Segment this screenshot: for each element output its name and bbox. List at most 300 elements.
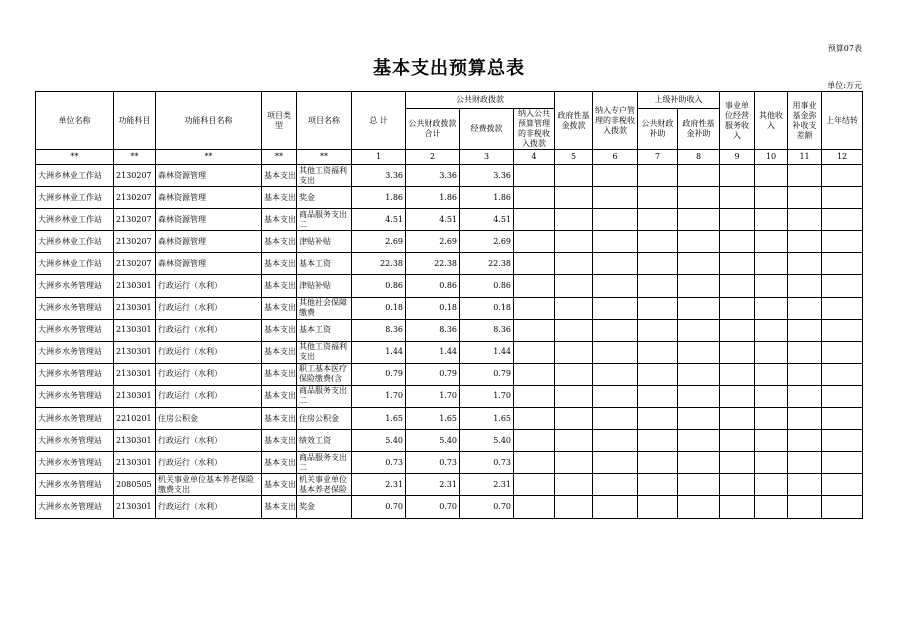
empty-cell bbox=[788, 297, 822, 319]
empty-cell bbox=[822, 253, 863, 275]
empty-cell bbox=[822, 363, 863, 385]
empty-cell bbox=[678, 385, 720, 407]
empty-cell bbox=[755, 253, 788, 275]
table-row bbox=[36, 341, 863, 363]
func-code-cell: 2130301 bbox=[114, 297, 156, 319]
empty-cell bbox=[788, 496, 822, 518]
empty-cell bbox=[788, 165, 822, 187]
empty-cell bbox=[822, 209, 863, 231]
header-unit-name: 单位名称 bbox=[36, 92, 114, 150]
proj-type-cell: 基本支出 bbox=[262, 474, 297, 496]
empty-cell bbox=[514, 253, 555, 275]
pf-total-cell: 0.70 bbox=[406, 496, 460, 518]
empty-cell bbox=[638, 165, 678, 187]
empty-cell bbox=[822, 385, 863, 407]
empty-cell bbox=[593, 452, 638, 474]
total-cell: 0.79 bbox=[352, 363, 406, 385]
table-row bbox=[36, 430, 863, 452]
column-index-cell: ** bbox=[36, 150, 114, 165]
empty-cell bbox=[514, 496, 555, 518]
empty-cell bbox=[678, 363, 720, 385]
empty-cell bbox=[593, 297, 638, 319]
empty-cell bbox=[638, 275, 678, 297]
column-index-cell: 11 bbox=[788, 150, 822, 165]
func-name-cell: 行政运行（水利） bbox=[156, 452, 262, 474]
proj-type-cell: 基本支出 bbox=[262, 408, 297, 430]
empty-cell bbox=[755, 363, 788, 385]
empty-cell bbox=[678, 408, 720, 430]
table-row bbox=[36, 363, 863, 385]
column-index-cell: 6 bbox=[593, 150, 638, 165]
empty-cell bbox=[593, 165, 638, 187]
empty-cell bbox=[678, 341, 720, 363]
empty-cell bbox=[678, 253, 720, 275]
empty-cell bbox=[638, 187, 678, 209]
unit-name-cell: 大洲乡水务管理站 bbox=[36, 408, 114, 430]
pf-funds-cell: 1.70 bbox=[460, 385, 514, 407]
proj-name-cell: 商品服务支出二 bbox=[297, 209, 352, 231]
table-body bbox=[36, 150, 863, 519]
func-code-cell: 2130207 bbox=[114, 209, 156, 231]
empty-cell bbox=[788, 209, 822, 231]
empty-cell bbox=[822, 341, 863, 363]
unit-name-cell: 大洲乡林业工作站 bbox=[36, 187, 114, 209]
page-title: 基本支出预算总表 bbox=[373, 58, 525, 79]
empty-cell bbox=[593, 231, 638, 253]
table-row bbox=[36, 209, 863, 231]
empty-cell bbox=[720, 363, 755, 385]
empty-cell bbox=[678, 496, 720, 518]
empty-cell bbox=[788, 363, 822, 385]
total-cell: 8.36 bbox=[352, 319, 406, 341]
pf-total-cell: 0.86 bbox=[406, 275, 460, 297]
budget-table bbox=[35, 91, 863, 519]
empty-cell bbox=[720, 297, 755, 319]
empty-cell bbox=[514, 187, 555, 209]
empty-cell bbox=[755, 452, 788, 474]
empty-cell bbox=[755, 319, 788, 341]
empty-cell bbox=[822, 297, 863, 319]
column-index-row bbox=[36, 150, 863, 165]
pf-total-cell: 5.40 bbox=[406, 430, 460, 452]
pf-funds-cell: 3.36 bbox=[460, 165, 514, 187]
empty-cell bbox=[555, 231, 593, 253]
empty-cell bbox=[720, 385, 755, 407]
empty-cell bbox=[678, 297, 720, 319]
func-name-cell: 行政运行（水利） bbox=[156, 341, 262, 363]
empty-cell bbox=[638, 363, 678, 385]
empty-cell bbox=[638, 496, 678, 518]
proj-name-cell: 基本工资 bbox=[297, 319, 352, 341]
empty-cell bbox=[555, 385, 593, 407]
empty-cell bbox=[720, 496, 755, 518]
empty-cell bbox=[788, 319, 822, 341]
empty-cell bbox=[555, 363, 593, 385]
empty-cell bbox=[678, 275, 720, 297]
empty-cell bbox=[678, 209, 720, 231]
total-cell: 2.69 bbox=[352, 231, 406, 253]
func-code-cell: 2130301 bbox=[114, 430, 156, 452]
empty-cell bbox=[593, 209, 638, 231]
func-name-cell: 森林资源管理 bbox=[156, 209, 262, 231]
pf-funds-cell: 5.40 bbox=[460, 430, 514, 452]
empty-cell bbox=[593, 319, 638, 341]
table-row bbox=[36, 474, 863, 496]
unit-name-cell: 大洲乡林业工作站 bbox=[36, 165, 114, 187]
header-superior: 上级补助收入 bbox=[638, 92, 720, 109]
func-code-cell: 2130207 bbox=[114, 187, 156, 209]
proj-name-cell: 职工基本医疗保险缴费(含 bbox=[297, 363, 352, 385]
pf-total-cell: 1.65 bbox=[406, 408, 460, 430]
empty-cell bbox=[593, 408, 638, 430]
empty-cell bbox=[638, 253, 678, 275]
pf-funds-cell: 22.38 bbox=[460, 253, 514, 275]
func-name-cell: 行政运行（水利） bbox=[156, 385, 262, 407]
pf-funds-cell: 2.31 bbox=[460, 474, 514, 496]
empty-cell bbox=[755, 385, 788, 407]
empty-cell bbox=[822, 187, 863, 209]
proj-type-cell: 基本支出 bbox=[262, 385, 297, 407]
empty-cell bbox=[788, 430, 822, 452]
empty-cell bbox=[720, 430, 755, 452]
column-index-cell: 12 bbox=[822, 150, 863, 165]
column-index-cell: 4 bbox=[514, 150, 555, 165]
empty-cell bbox=[822, 452, 863, 474]
unit-label: 单位:万元 bbox=[827, 81, 862, 90]
unit-name-cell: 大洲乡水务管理站 bbox=[36, 452, 114, 474]
proj-name-cell: 绩效工资 bbox=[297, 430, 352, 452]
header-proj-name: 项目名称 bbox=[297, 92, 352, 150]
pf-funds-cell: 1.65 bbox=[460, 408, 514, 430]
empty-cell bbox=[678, 319, 720, 341]
header-proj-type: 项目类型 bbox=[262, 92, 297, 150]
proj-name-cell: 住房公积金 bbox=[297, 408, 352, 430]
unit-name-cell: 大洲乡水务管理站 bbox=[36, 363, 114, 385]
pf-total-cell: 0.18 bbox=[406, 297, 460, 319]
empty-cell bbox=[514, 385, 555, 407]
empty-cell bbox=[678, 187, 720, 209]
total-cell: 0.86 bbox=[352, 275, 406, 297]
empty-cell bbox=[514, 165, 555, 187]
empty-cell bbox=[555, 165, 593, 187]
table-row bbox=[36, 319, 863, 341]
empty-cell bbox=[514, 408, 555, 430]
empty-cell bbox=[822, 231, 863, 253]
proj-name-cell: 基本工资 bbox=[297, 253, 352, 275]
pf-funds-cell: 0.73 bbox=[460, 452, 514, 474]
empty-cell bbox=[638, 231, 678, 253]
func-code-cell: 2130207 bbox=[114, 165, 156, 187]
empty-cell bbox=[755, 474, 788, 496]
proj-type-cell: 基本支出 bbox=[262, 363, 297, 385]
empty-cell bbox=[593, 341, 638, 363]
proj-name-cell: 奖金 bbox=[297, 187, 352, 209]
func-name-cell: 森林资源管理 bbox=[156, 253, 262, 275]
total-cell: 1.44 bbox=[352, 341, 406, 363]
column-index-cell: 1 bbox=[352, 150, 406, 165]
header-pf-total: 公共财政拨款合计 bbox=[406, 109, 460, 150]
column-index-cell: ** bbox=[156, 150, 262, 165]
total-cell: 1.65 bbox=[352, 408, 406, 430]
proj-type-cell: 基本支出 bbox=[262, 319, 297, 341]
func-name-cell: 行政运行（水利） bbox=[156, 297, 262, 319]
empty-cell bbox=[822, 430, 863, 452]
empty-cell bbox=[555, 496, 593, 518]
func-name-cell: 机关事业单位基本养老保险缴费支出 bbox=[156, 474, 262, 496]
func-name-cell: 森林资源管理 bbox=[156, 165, 262, 187]
func-code-cell: 2130207 bbox=[114, 231, 156, 253]
empty-cell bbox=[788, 474, 822, 496]
pf-funds-cell: 0.86 bbox=[460, 275, 514, 297]
proj-type-cell: 基本支出 bbox=[262, 165, 297, 187]
proj-type-cell: 基本支出 bbox=[262, 297, 297, 319]
func-name-cell: 行政运行（水利） bbox=[156, 319, 262, 341]
pf-funds-cell: 0.70 bbox=[460, 496, 514, 518]
func-code-cell: 2130301 bbox=[114, 319, 156, 341]
func-code-cell: 2080505 bbox=[114, 474, 156, 496]
table-row bbox=[36, 452, 863, 474]
pf-total-cell: 3.36 bbox=[406, 165, 460, 187]
empty-cell bbox=[822, 275, 863, 297]
proj-type-cell: 基本支出 bbox=[262, 275, 297, 297]
empty-cell bbox=[822, 496, 863, 518]
proj-type-cell: 基本支出 bbox=[262, 231, 297, 253]
proj-name-cell: 津贴补贴 bbox=[297, 231, 352, 253]
total-cell: 0.18 bbox=[352, 297, 406, 319]
pf-funds-cell: 1.44 bbox=[460, 341, 514, 363]
empty-cell bbox=[638, 319, 678, 341]
empty-cell bbox=[593, 187, 638, 209]
empty-cell bbox=[720, 275, 755, 297]
proj-name-cell: 其他工资福利支出 bbox=[297, 341, 352, 363]
empty-cell bbox=[638, 474, 678, 496]
empty-cell bbox=[720, 474, 755, 496]
empty-cell bbox=[638, 297, 678, 319]
empty-cell bbox=[822, 165, 863, 187]
unit-name-cell: 大洲乡林业工作站 bbox=[36, 231, 114, 253]
empty-cell bbox=[755, 165, 788, 187]
empty-cell bbox=[788, 341, 822, 363]
pf-total-cell: 0.79 bbox=[406, 363, 460, 385]
table-row bbox=[36, 385, 863, 407]
total-cell: 5.40 bbox=[352, 430, 406, 452]
pf-funds-cell: 1.86 bbox=[460, 187, 514, 209]
pf-total-cell: 0.73 bbox=[406, 452, 460, 474]
column-index-cell: ** bbox=[297, 150, 352, 165]
empty-cell bbox=[555, 253, 593, 275]
table-row bbox=[36, 165, 863, 187]
func-code-cell: 2130301 bbox=[114, 385, 156, 407]
unit-name-cell: 大洲乡水务管理站 bbox=[36, 275, 114, 297]
empty-cell bbox=[555, 275, 593, 297]
header-gov-fund: 政府性基金拨款 bbox=[555, 92, 593, 150]
empty-cell bbox=[678, 474, 720, 496]
empty-cell bbox=[555, 452, 593, 474]
func-name-cell: 行政运行（水利） bbox=[156, 363, 262, 385]
empty-cell bbox=[755, 187, 788, 209]
func-name-cell: 行政运行（水利） bbox=[156, 496, 262, 518]
total-cell: 2.31 bbox=[352, 474, 406, 496]
form-code: 预算07表 bbox=[827, 44, 862, 53]
empty-cell bbox=[678, 452, 720, 474]
empty-cell bbox=[593, 474, 638, 496]
func-name-cell: 住房公积金 bbox=[156, 408, 262, 430]
empty-cell bbox=[678, 430, 720, 452]
empty-cell bbox=[555, 474, 593, 496]
empty-cell bbox=[638, 430, 678, 452]
pf-total-cell: 1.44 bbox=[406, 341, 460, 363]
empty-cell bbox=[755, 209, 788, 231]
unit-name-cell: 大洲乡水务管理站 bbox=[36, 319, 114, 341]
empty-cell bbox=[514, 297, 555, 319]
total-cell: 3.36 bbox=[352, 165, 406, 187]
empty-cell bbox=[755, 496, 788, 518]
empty-cell bbox=[593, 385, 638, 407]
pf-funds-cell: 2.69 bbox=[460, 231, 514, 253]
pf-funds-cell: 0.79 bbox=[460, 363, 514, 385]
empty-cell bbox=[514, 430, 555, 452]
func-name-cell: 行政运行（水利） bbox=[156, 275, 262, 297]
column-index-cell: 8 bbox=[678, 150, 720, 165]
empty-cell bbox=[720, 253, 755, 275]
empty-cell bbox=[678, 231, 720, 253]
empty-cell bbox=[593, 275, 638, 297]
unit-name-cell: 大洲乡水务管理站 bbox=[36, 297, 114, 319]
proj-name-cell: 机关事业单位基本养老保险 bbox=[297, 474, 352, 496]
proj-type-cell: 基本支出 bbox=[262, 341, 297, 363]
func-name-cell: 森林资源管理 bbox=[156, 231, 262, 253]
proj-name-cell: 其他社会保障缴费 bbox=[297, 297, 352, 319]
empty-cell bbox=[788, 408, 822, 430]
func-code-cell: 2130301 bbox=[114, 452, 156, 474]
table-row bbox=[36, 253, 863, 275]
pf-funds-cell: 8.36 bbox=[460, 319, 514, 341]
column-index-cell: 10 bbox=[755, 150, 788, 165]
empty-cell bbox=[822, 474, 863, 496]
header-other-income: 其他收入 bbox=[755, 92, 788, 150]
pf-total-cell: 2.69 bbox=[406, 231, 460, 253]
unit-name-cell: 大洲乡林业工作站 bbox=[36, 209, 114, 231]
empty-cell bbox=[788, 253, 822, 275]
empty-cell bbox=[720, 165, 755, 187]
empty-cell bbox=[720, 231, 755, 253]
empty-cell bbox=[755, 430, 788, 452]
func-name-cell: 行政运行（水利） bbox=[156, 430, 262, 452]
column-index-cell: 2 bbox=[406, 150, 460, 165]
table-row bbox=[36, 187, 863, 209]
empty-cell bbox=[788, 187, 822, 209]
empty-cell bbox=[514, 275, 555, 297]
empty-cell bbox=[555, 187, 593, 209]
unit-name-cell: 大洲乡水务管理站 bbox=[36, 385, 114, 407]
unit-name-cell: 大洲乡水务管理站 bbox=[36, 341, 114, 363]
empty-cell bbox=[593, 253, 638, 275]
header-business-income: 事业单位经营服务收入 bbox=[720, 92, 755, 150]
header-reserve: 用事业基金弥补收支差额 bbox=[788, 92, 822, 150]
table-row bbox=[36, 231, 863, 253]
empty-cell bbox=[593, 430, 638, 452]
empty-cell bbox=[755, 275, 788, 297]
proj-type-cell: 基本支出 bbox=[262, 452, 297, 474]
empty-cell bbox=[638, 385, 678, 407]
pf-total-cell: 8.36 bbox=[406, 319, 460, 341]
header-sup-gov: 政府性基金补助 bbox=[678, 109, 720, 150]
total-cell: 22.38 bbox=[352, 253, 406, 275]
empty-cell bbox=[755, 297, 788, 319]
empty-cell bbox=[514, 474, 555, 496]
header-special-nontax: 纳入专户管理的非税收入拨款 bbox=[593, 92, 638, 150]
empty-cell bbox=[788, 385, 822, 407]
proj-name-cell: 津贴补贴 bbox=[297, 275, 352, 297]
empty-cell bbox=[555, 297, 593, 319]
empty-cell bbox=[720, 187, 755, 209]
column-index-cell: ** bbox=[114, 150, 156, 165]
column-index-cell: 7 bbox=[638, 150, 678, 165]
empty-cell bbox=[720, 408, 755, 430]
empty-cell bbox=[755, 408, 788, 430]
empty-cell bbox=[514, 341, 555, 363]
func-code-cell: 2130301 bbox=[114, 275, 156, 297]
header-func-name: 功能科目名称 bbox=[156, 92, 262, 150]
column-index-cell: 5 bbox=[555, 150, 593, 165]
proj-type-cell: 基本支出 bbox=[262, 430, 297, 452]
empty-cell bbox=[593, 363, 638, 385]
table-row bbox=[36, 297, 863, 319]
header-public-fiscal: 公共财政拨款 bbox=[406, 92, 555, 109]
pf-total-cell: 1.86 bbox=[406, 187, 460, 209]
empty-cell bbox=[788, 452, 822, 474]
empty-cell bbox=[755, 341, 788, 363]
func-name-cell: 森林资源管理 bbox=[156, 187, 262, 209]
empty-cell bbox=[514, 231, 555, 253]
table-row bbox=[36, 275, 863, 297]
empty-cell bbox=[678, 165, 720, 187]
empty-cell bbox=[514, 209, 555, 231]
empty-cell bbox=[638, 209, 678, 231]
empty-cell bbox=[555, 319, 593, 341]
proj-type-cell: 基本支出 bbox=[262, 253, 297, 275]
total-cell: 4.51 bbox=[352, 209, 406, 231]
total-cell: 1.86 bbox=[352, 187, 406, 209]
empty-cell bbox=[593, 496, 638, 518]
empty-cell bbox=[514, 452, 555, 474]
proj-name-cell: 奖金 bbox=[297, 496, 352, 518]
column-index-cell: 3 bbox=[460, 150, 514, 165]
empty-cell bbox=[555, 341, 593, 363]
header-pf-funds: 经费拨款 bbox=[460, 109, 514, 150]
func-code-cell: 2130301 bbox=[114, 341, 156, 363]
unit-name-cell: 大洲乡水务管理站 bbox=[36, 474, 114, 496]
unit-name-cell: 大洲乡水务管理站 bbox=[36, 496, 114, 518]
empty-cell bbox=[638, 341, 678, 363]
empty-cell bbox=[822, 319, 863, 341]
empty-cell bbox=[755, 231, 788, 253]
pf-total-cell: 2.31 bbox=[406, 474, 460, 496]
column-index-cell: ** bbox=[262, 150, 297, 165]
unit-name-cell: 大洲乡林业工作站 bbox=[36, 253, 114, 275]
func-code-cell: 2130301 bbox=[114, 496, 156, 518]
unit-name-cell: 大洲乡水务管理站 bbox=[36, 430, 114, 452]
total-cell: 0.73 bbox=[352, 452, 406, 474]
pf-total-cell: 4.51 bbox=[406, 209, 460, 231]
column-index-cell: 9 bbox=[720, 150, 755, 165]
pf-total-cell: 1.70 bbox=[406, 385, 460, 407]
pf-total-cell: 22.38 bbox=[406, 253, 460, 275]
func-code-cell: 2130207 bbox=[114, 253, 156, 275]
proj-name-cell: 商品服务支出二 bbox=[297, 385, 352, 407]
total-cell: 0.70 bbox=[352, 496, 406, 518]
table-row bbox=[36, 496, 863, 518]
